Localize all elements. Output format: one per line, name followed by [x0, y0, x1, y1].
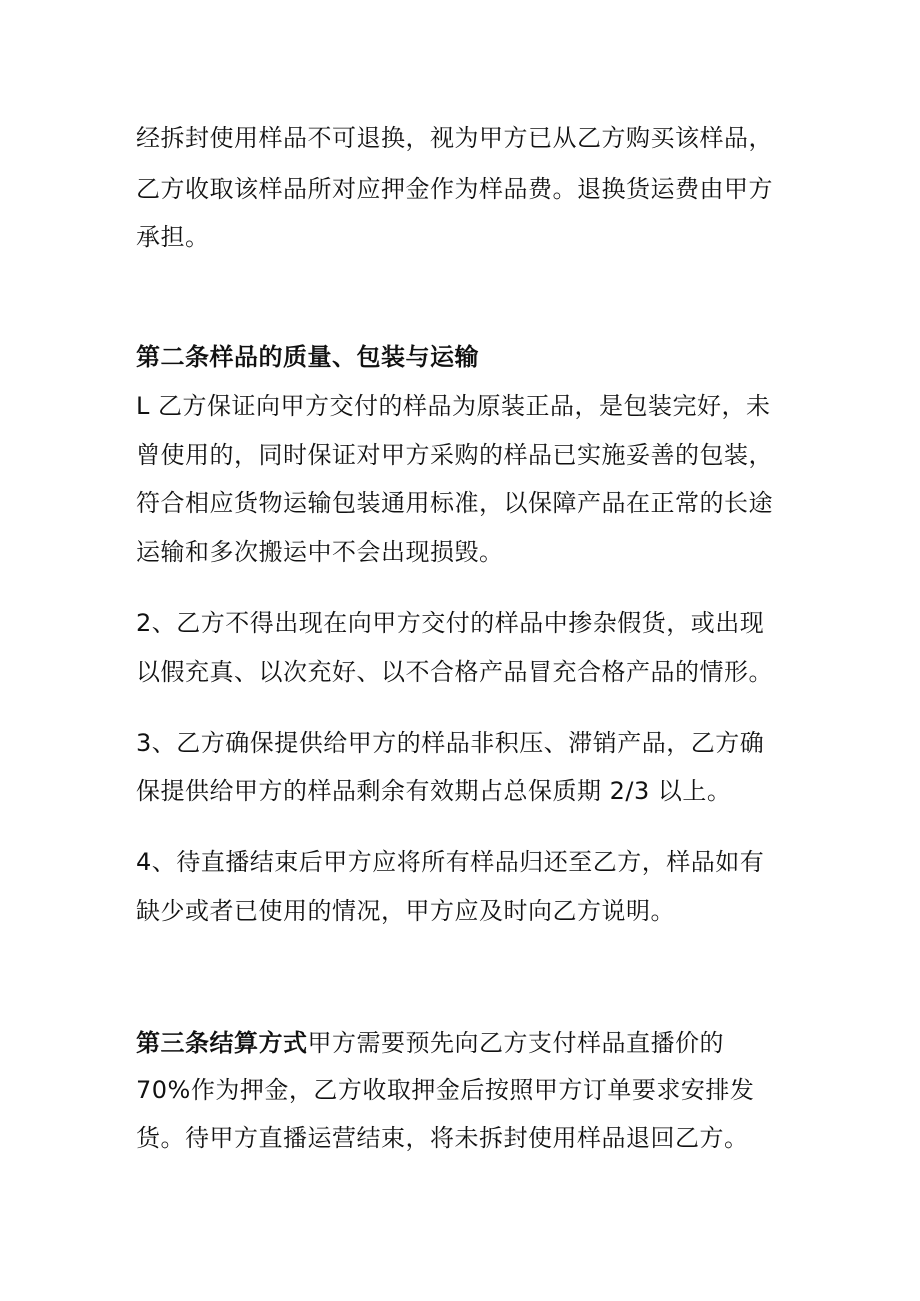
- intro-line-1: 经拆封使用样品不可退换，视为甲方已从乙方购买该样品，: [136, 124, 773, 152]
- article-2-item-1-line-3: 符合相应货物运输包装通用标准，以保障产品在正常的长途: [136, 489, 773, 517]
- article-3-line-3: 货。待甲方直播运营结束，将未拆封使用样品退回乙方。: [136, 1124, 749, 1152]
- article-3-line-2: 70%作为押金，乙方收取押金后按照甲方订单要求安排发: [136, 1076, 755, 1104]
- article-3-first-line: [136, 1026, 724, 1060]
- article-2-item-1-line-4: 运输和多次搬运中不会出现损毁。: [136, 538, 504, 566]
- article-2-item-3-line-1: 3、乙方确保提供给甲方的样品非积压、滞销产品，乙方确: [136, 729, 765, 757]
- article-2-title: 第二条样品的质量、包装与运输: [136, 343, 479, 371]
- article-2-item-3-line-2: 保提供给甲方的样品剩余有效期占总保质期 2/3 以上。: [136, 777, 732, 805]
- article-2-item-2-line-2: 以假充真、以次充好、以不合格产品冒充合格产品的情形。: [136, 658, 773, 686]
- article-2-item-4-line-1: 4、待直播结束后甲方应将所有样品归还至乙方，样品如有: [136, 848, 765, 876]
- article-2-item-4-line-2: 缺少或者已使用的情况，甲方应及时向乙方说明。: [136, 897, 675, 925]
- article-2-item-1-line-2: 曾使用的，同时保证对甲方采购的样品已实施妥善的包装，: [136, 441, 773, 469]
- intro-line-2: 乙方收取该样品所对应押金作为样品费。退换货运费由甲方: [136, 175, 773, 203]
- article-3-title: 第三条结算方式: [136, 1029, 308, 1057]
- article-3-lead: 甲方需要预先向乙方支付样品直播价的: [307, 1029, 724, 1057]
- article-2-item-2-line-1: 2、乙方不得出现在向甲方交付的样品中掺杂假货，或出现: [136, 609, 765, 637]
- article-2-item-1-line-1: L 乙方保证向甲方交付的样品为原装正品，是包装完好，未: [136, 392, 771, 420]
- intro-line-3: 承担。: [136, 223, 210, 251]
